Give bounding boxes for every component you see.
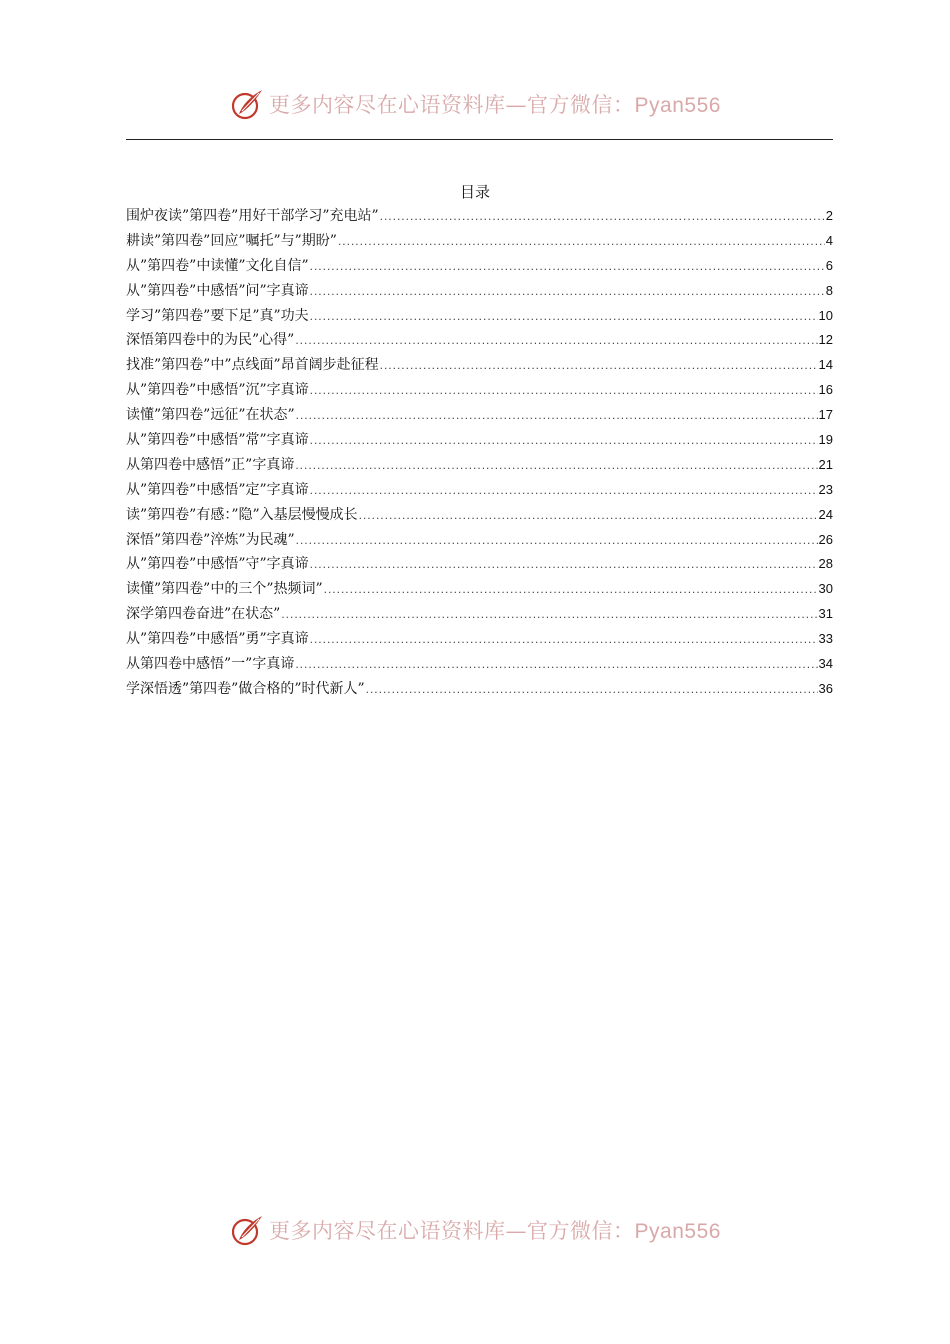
toc-entry[interactable]: [126, 529, 833, 554]
toc-entry-page: 36: [818, 680, 833, 696]
toc-entry-page: 30: [818, 581, 833, 597]
toc-entry-page: 24: [818, 506, 833, 522]
toc-entry[interactable]: [126, 479, 833, 504]
toc-entry-page: 16: [818, 382, 833, 398]
toc-entry[interactable]: [126, 454, 833, 479]
toc-entry-page: 8: [825, 282, 833, 298]
toc-entry[interactable]: [126, 678, 833, 703]
toc-entry[interactable]: [126, 653, 833, 678]
toc-dot-leader: [310, 255, 825, 277]
toc-entry-title: 读懂”第四卷”远征”在状态”: [126, 407, 295, 424]
toc-dot-leader: [310, 305, 818, 327]
toc-dot-leader: [295, 653, 817, 675]
toc-dot-leader: [296, 404, 818, 426]
toc-entry[interactable]: [126, 578, 833, 603]
toc-entry-title: 找准”第四卷”中”点线面”昂首阔步赴征程: [126, 357, 379, 374]
toc-entry-title: 从”第四卷”中感悟”常”字真谛: [126, 432, 309, 449]
toc-entry[interactable]: [126, 603, 833, 628]
toc-entry-title: 耕读”第四卷”回应”嘱托”与”期盼”: [126, 232, 337, 249]
toc-dot-leader: [310, 280, 825, 302]
table-of-contents: [126, 205, 833, 703]
toc-entry-title: 从”第四卷”中感悟”守”字真谛: [126, 556, 309, 573]
toc-entry-title: 围炉夜读”第四卷”用好干部学习”充电站”: [126, 208, 379, 224]
toc-entry[interactable]: [126, 504, 833, 529]
toc-entry-title: 从第四卷中感悟”一”字真谛: [126, 656, 295, 673]
toc-entry-title: 学深悟透”第四卷”做合格的”时代新人”: [126, 680, 365, 697]
toc-entry[interactable]: [126, 429, 833, 454]
toc-dot-leader: [324, 578, 818, 600]
toc-entry-page: 31: [818, 606, 833, 622]
toc-dot-leader: [380, 354, 818, 376]
toc-entry-page: 26: [818, 531, 833, 547]
toc-entry-page: 19: [818, 432, 833, 448]
header-watermark: [0, 84, 950, 124]
quill-logo-icon: [229, 86, 265, 122]
toc-entry[interactable]: [126, 205, 833, 230]
toc-entry-page: 14: [818, 357, 833, 373]
header-watermark-text: 更多内容尽在心语资料库—官方微信：Pyan556: [269, 93, 721, 117]
toc-entry[interactable]: [126, 628, 833, 653]
quill-logo-icon: [229, 1212, 265, 1248]
toc-entry-page: 12: [818, 332, 833, 348]
toc-dot-leader: [310, 479, 818, 501]
toc-entry-title: 从第四卷中感悟”正”字真谛: [126, 456, 295, 473]
toc-entry-page: 21: [818, 456, 833, 472]
toc-entry-title: 从”第四卷”中感悟”勇”字真谛: [126, 631, 309, 648]
toc-entry[interactable]: [126, 280, 833, 305]
header-rule: [126, 139, 833, 140]
toc-dot-leader: [338, 230, 825, 252]
toc-dot-leader: [359, 504, 818, 526]
toc-entry[interactable]: [126, 553, 833, 578]
toc-entry-page: 34: [818, 656, 833, 672]
toc-entry-page: 33: [818, 631, 833, 647]
toc-entry[interactable]: [126, 404, 833, 429]
toc-dot-leader: [295, 329, 817, 351]
toc-dot-leader: [310, 379, 818, 401]
toc-entry-page: 17: [818, 407, 833, 423]
toc-entry[interactable]: [126, 379, 833, 404]
toc-entry-title: 学习”第四卷”要下足”真”功夫: [126, 307, 309, 324]
toc-entry-title: 读懂”第四卷”中的三个”热频词”: [126, 581, 323, 598]
toc-entry-title: 从”第四卷”中感悟”定”字真谛: [126, 481, 309, 498]
toc-dot-leader: [310, 628, 818, 650]
toc-dot-leader: [295, 454, 817, 476]
toc-dot-leader: [281, 603, 817, 625]
toc-dot-leader: [310, 429, 818, 451]
toc-entry-page: 10: [818, 307, 833, 323]
footer-watermark: [0, 1210, 950, 1250]
toc-entry[interactable]: [126, 329, 833, 354]
toc-dot-leader: [310, 553, 818, 575]
toc-entry-title: 从”第四卷”中感悟”沉”字真谛: [126, 382, 309, 399]
toc-entry-title: 从”第四卷”中感悟”问”字真谛: [126, 282, 309, 299]
toc-entry[interactable]: [126, 255, 833, 280]
toc-dot-leader: [296, 529, 818, 551]
toc-entry-title: 读”第四卷”有感：”隐”入基层慢慢成长: [126, 506, 358, 523]
toc-entry-title: 深学第四卷奋进”在状态”: [126, 606, 281, 623]
toc-entry-page: 2: [825, 208, 833, 223]
toc-entry-page: 6: [825, 257, 833, 273]
toc-entry-title: 从”第四卷”中读懂”文化自信”: [126, 257, 309, 274]
toc-entry-title: 深悟第四卷中的为民”心得”: [126, 332, 295, 349]
footer-watermark-text: 更多内容尽在心语资料库—官方微信：Pyan556: [269, 1219, 721, 1243]
toc-entry[interactable]: [126, 230, 833, 255]
toc-dot-leader: [380, 205, 825, 227]
footer-wechat-id: Pyan556: [634, 1220, 721, 1243]
toc-title: 目录: [459, 183, 490, 201]
toc-entry[interactable]: [126, 354, 833, 379]
header-wechat-id: Pyan556: [634, 94, 721, 117]
toc-entry-title: 深悟”第四卷”淬炼”为民魂”: [126, 531, 295, 548]
toc-entry-page: 23: [818, 481, 833, 497]
toc-entry[interactable]: [126, 305, 833, 330]
toc-entry-page: 28: [818, 556, 833, 572]
toc-dot-leader: [366, 678, 818, 700]
toc-entry-page: 4: [825, 232, 833, 248]
